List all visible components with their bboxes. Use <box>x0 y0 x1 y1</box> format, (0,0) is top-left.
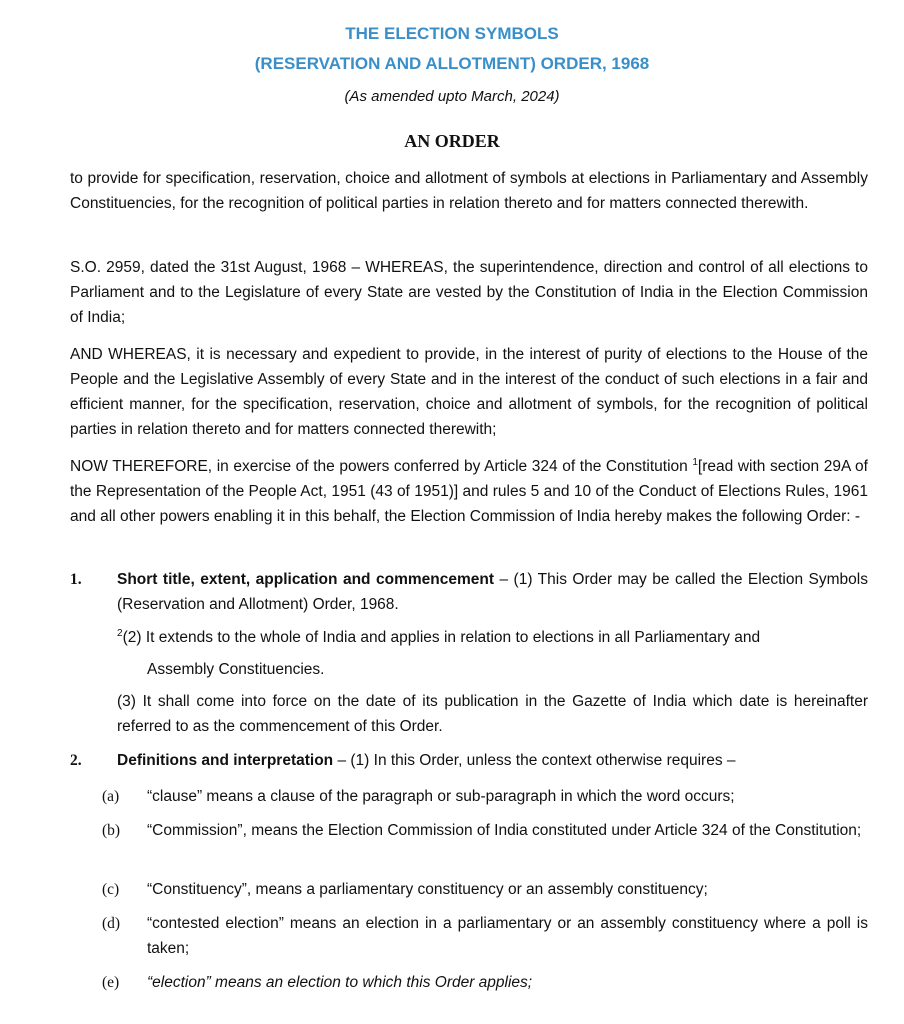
section-1-heading: Short title, extent, application and commencement <box>117 571 494 588</box>
definition-text: “clause” means a clause of the paragraph or sub-paragraph in which the word occurs; <box>147 788 735 805</box>
definition-item <box>102 877 868 902</box>
definition-label: (e) <box>102 974 120 991</box>
whereas-paragraph: S.O. 2959, dated the 31st August, 1968 – WHEREAS, the superintendence, direction and control of all elections to Parliament and to the Legislature of every State are vested by the Constitution of India in the Election Commission of India; <box>70 259 868 326</box>
section-1-number: 1. <box>70 571 82 588</box>
section-1-clause-1 <box>117 567 868 617</box>
definition-item <box>102 970 868 995</box>
definition-item <box>102 911 868 961</box>
definition-text: “Constituency”, means a parliamentary constituency or an assembly constituency; <box>147 881 708 898</box>
now-therefore-text-start: NOW THEREFORE, in exercise of the powers conferred by Article 324 of the Constitution <box>70 458 693 475</box>
definition-text: “contested election” means an election in a parliamentary or an assembly constituency where a poll is taken; <box>147 915 868 957</box>
definition-item <box>102 784 868 809</box>
section-1-clause-3: (3) It shall come into force on the date of its publication in the Gazette of India which date is hereinafter referred to as the commencement of this Order. <box>117 693 868 735</box>
definition-label: (d) <box>102 915 121 932</box>
now-therefore-text-end: [read with section 29A of the Representation of the People Act, 1951 (43 of 1951)] and rules 5 and 10 of the Conduct of Elections Rules, 1961 and all other powers enabling it in this behalf, the Election Commission of India hereby makes the following Order: - <box>70 458 868 525</box>
section-1-clause-2 <box>117 622 868 686</box>
order-heading: AN ORDER <box>404 131 500 151</box>
amendment-note: (As amended upto March, 2024) <box>344 88 560 105</box>
definition-item <box>102 818 868 843</box>
section-2-intro-text: – (1) In this Order, unless the context otherwise requires – <box>333 752 736 769</box>
preamble-paragraph: to provide for specification, reservation, choice and allotment of symbols at elections in Parliamentary and Assembly Constituencies, for the recognition of political parties in relation thereto and for matters connected therewith. <box>70 170 868 212</box>
now-therefore-paragraph <box>70 454 868 529</box>
document-title-line1: THE ELECTION SYMBOLS <box>345 24 559 43</box>
definition-text: “election” means an election to which this Order applies; <box>147 974 533 991</box>
section-1-clause-2-text: (2) It extends to the whole of India and applies in relation to elections in all Parliamentary and <box>122 629 761 646</box>
footnote-marker-2: 2 <box>117 627 123 639</box>
section-2-number: 2. <box>70 752 82 769</box>
definition-label: (b) <box>102 822 121 839</box>
definition-label: (c) <box>102 881 120 898</box>
definition-text: “Commission”, means the Election Commission of India constituted under Article 324 of the Constitution; <box>147 822 862 839</box>
footnote-marker-1: 1 <box>692 456 698 468</box>
section-1-clause-2-text-cont: Assembly Constituencies. <box>147 661 325 678</box>
section-2-heading: Definitions and interpretation <box>117 752 334 769</box>
section-1-clause-1-text: – (1) This Order may be called the Election Symbols (Reservation and Allotment) Order, 1968. <box>117 571 868 613</box>
and-whereas-paragraph: AND WHEREAS, it is necessary and expedient to provide, in the interest of purity of elections to the House of the People and the Legislative Assembly of every State and in the interest of the conduct of such elections in a fair and efficient manner, for the specification, reservation, choice and allotment of symbols, for the recognition of political parties in relation thereto and for matters connected therewith; <box>70 346 868 438</box>
section-2-intro <box>117 748 868 773</box>
definition-label: (a) <box>102 788 120 805</box>
document-title-line2: (RESERVATION AND ALLOTMENT) ORDER, 1968 <box>254 54 650 73</box>
